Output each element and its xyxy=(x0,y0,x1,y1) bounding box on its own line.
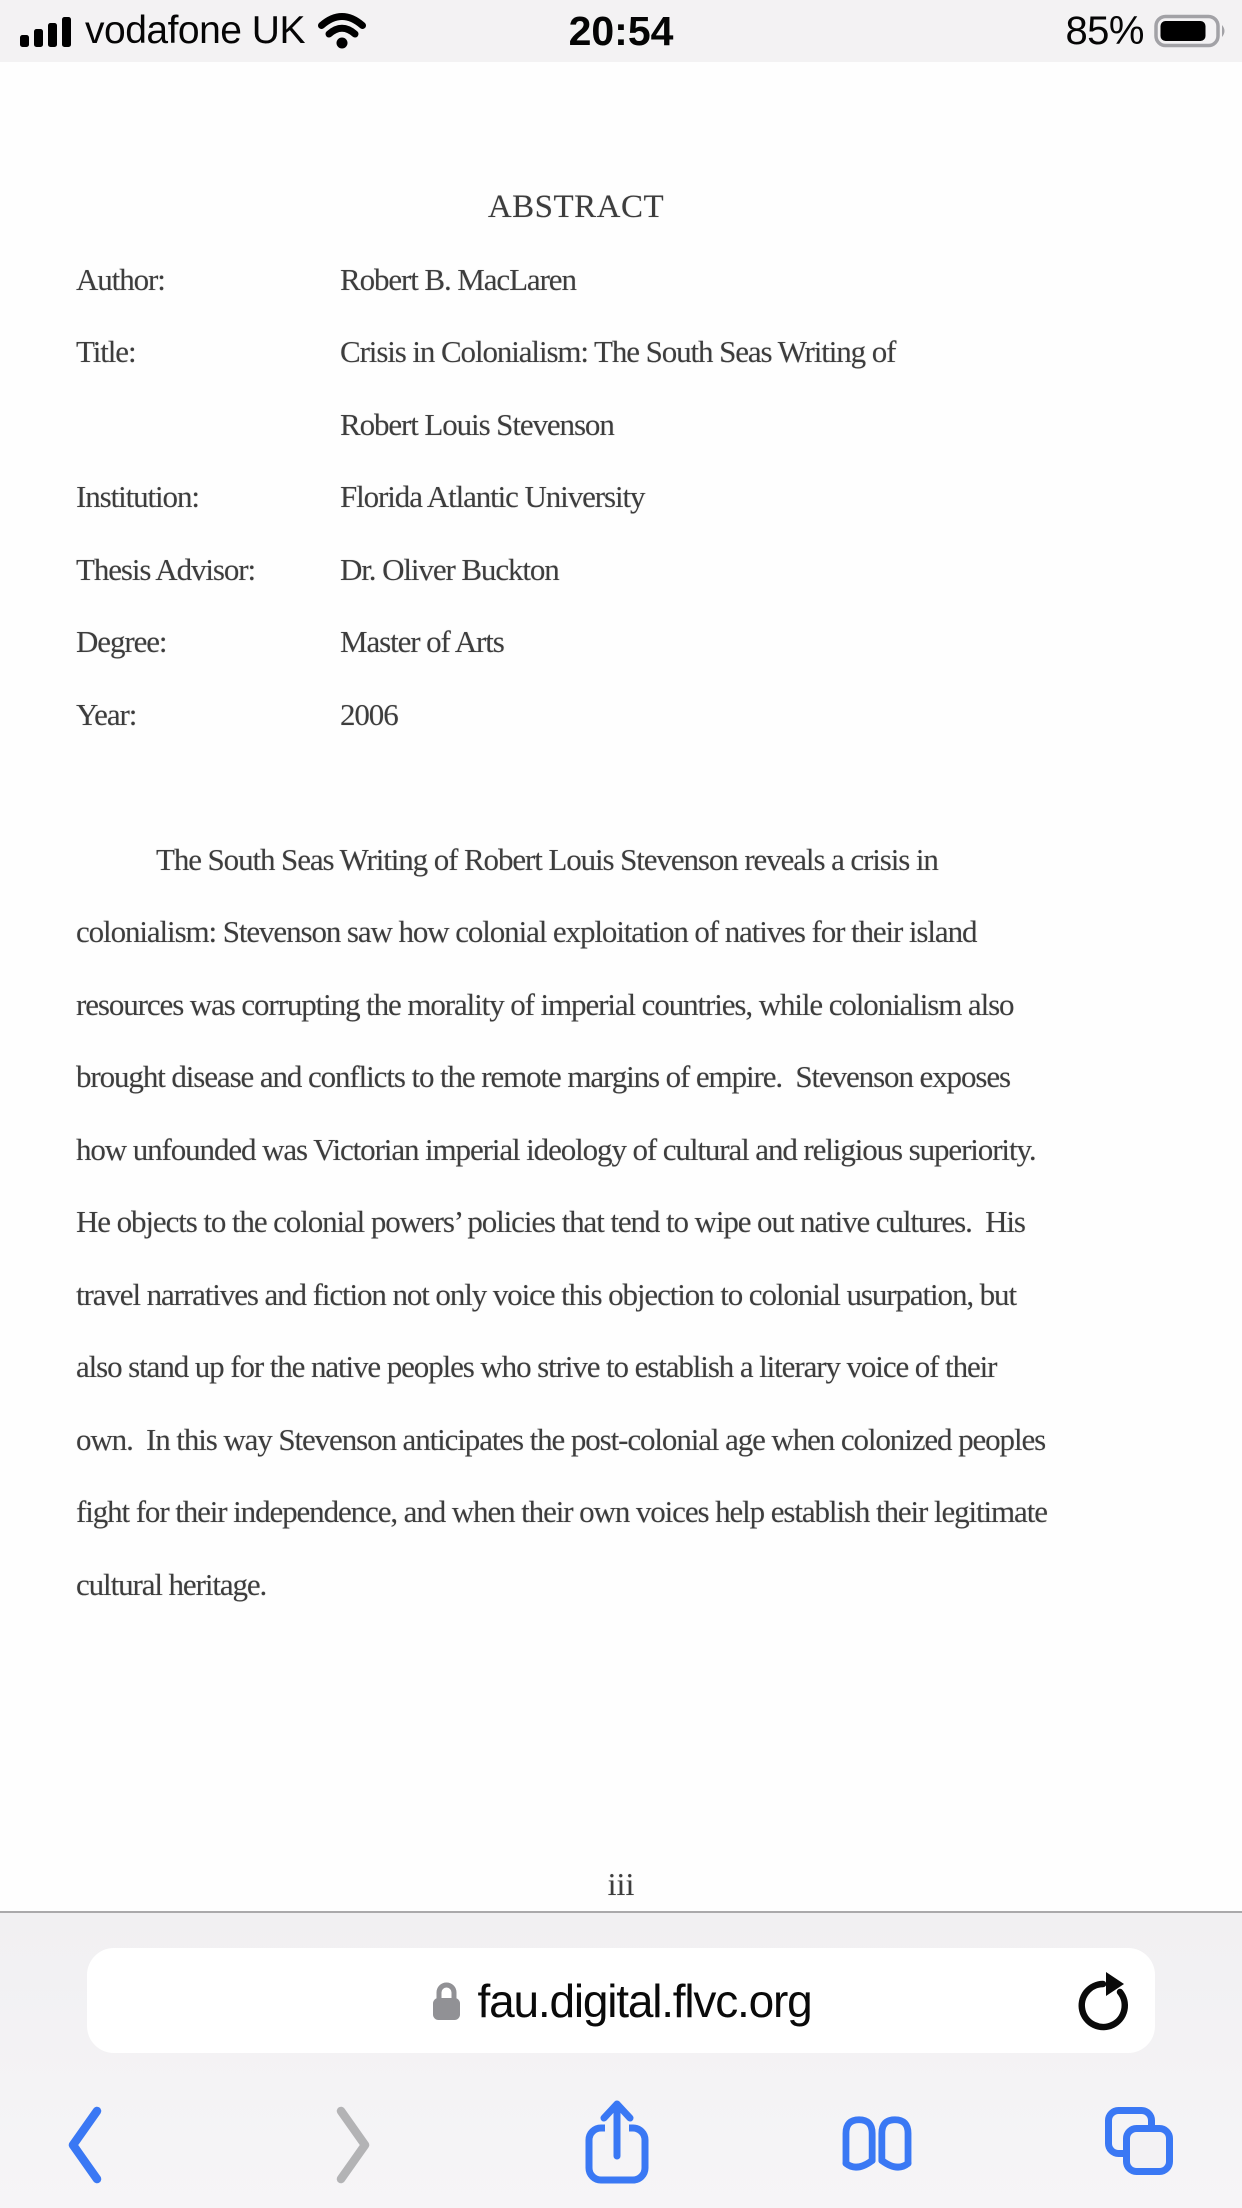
book-icon xyxy=(839,2112,915,2176)
field-row xyxy=(76,461,1180,534)
chevron-left-icon xyxy=(66,2106,104,2184)
lock-icon xyxy=(431,1979,462,2023)
paragraph-line: also stand up for the native peoples who strive to establish a literary voice of their xyxy=(76,1349,997,1384)
battery-icon xyxy=(1154,13,1228,49)
share-icon xyxy=(584,2098,650,2186)
tabs-button[interactable] xyxy=(1104,2106,1174,2176)
paragraph-line: how unfounded was Victorian imperial ideology of cultural and religious superiority. xyxy=(76,1131,1036,1167)
field-label: Year: xyxy=(76,696,137,732)
forward-button[interactable] xyxy=(334,2106,372,2184)
field-value: 2006 xyxy=(340,696,398,732)
paragraph-line: The South Seas Writing of Robert Louis Stevenson reveals a crisis in xyxy=(156,841,938,877)
field-value: Crisis in Colonialism: The South Seas Writing of Robert Louis Stevenson xyxy=(340,334,896,442)
paragraph-line: fight for their independence, and when their own voices help establish their legitimate xyxy=(76,1494,1047,1529)
url-text: fau.digital.flvc.org xyxy=(477,1974,812,2027)
metadata-fields xyxy=(76,244,1180,752)
reload-icon xyxy=(1075,1970,1131,2032)
address-bar[interactable] xyxy=(87,1948,1155,2053)
field-label: Author: xyxy=(76,261,165,297)
field-label: Thesis Advisor: xyxy=(76,551,255,587)
chevron-right-icon xyxy=(334,2106,372,2184)
page-number: iii xyxy=(607,1866,635,1902)
abstract-paragraph xyxy=(76,824,1180,1622)
share-button[interactable] xyxy=(584,2098,650,2186)
field-value: Florida Atlantic University xyxy=(340,479,645,514)
field-label: Title: xyxy=(76,334,136,369)
paragraph-line: cultural heritage. xyxy=(76,1566,267,1602)
battery-percent-label: 85% xyxy=(1065,8,1144,53)
paragraph-line: colonialism: Stevenson saw how colonial exploitation of natives for their island xyxy=(76,914,977,949)
field-value: Master of Arts xyxy=(340,624,504,659)
reload-button[interactable] xyxy=(1075,1948,1131,2053)
carrier-label: vodafone UK xyxy=(85,9,305,52)
safari-bottom-chrome xyxy=(0,1911,1242,2208)
field-row xyxy=(76,244,1180,317)
paragraph-line: travel narratives and fiction not only voice this objection to colonial usurpation, but xyxy=(76,1276,1016,1312)
abstract-heading: ABSTRACT xyxy=(487,189,665,225)
document-page xyxy=(76,171,1180,1621)
paragraph-line: brought disease and conflicts to the remote margins of empire. Stevenson exposes xyxy=(76,1059,1010,1094)
field-value: Dr. Oliver Buckton xyxy=(340,551,559,587)
field-row xyxy=(76,316,1180,461)
paragraph-line: He objects to the colonial powers’ policies that tend to wipe out native cultures. His xyxy=(76,1204,1025,1239)
status-time: 20:54 xyxy=(568,7,674,54)
field-label: Degree: xyxy=(76,624,167,659)
paragraph-line: resources was corrupting the morality of imperial countries, while colonialism also xyxy=(76,986,1014,1022)
paragraph-line: own. In this way Stevenson anticipates the post-colonial age when colonized peoples xyxy=(76,1421,1046,1457)
status-bar xyxy=(0,0,1242,62)
tabs-icon xyxy=(1104,2106,1174,2176)
bookmarks-button[interactable] xyxy=(839,2112,915,2176)
field-value: Robert B. MacLaren xyxy=(340,261,576,297)
status-right-group xyxy=(1065,9,1228,54)
field-row xyxy=(76,606,1180,679)
field-row xyxy=(76,534,1180,607)
field-label: Institution: xyxy=(76,479,199,514)
field-row xyxy=(76,679,1180,752)
back-button[interactable] xyxy=(66,2106,104,2184)
